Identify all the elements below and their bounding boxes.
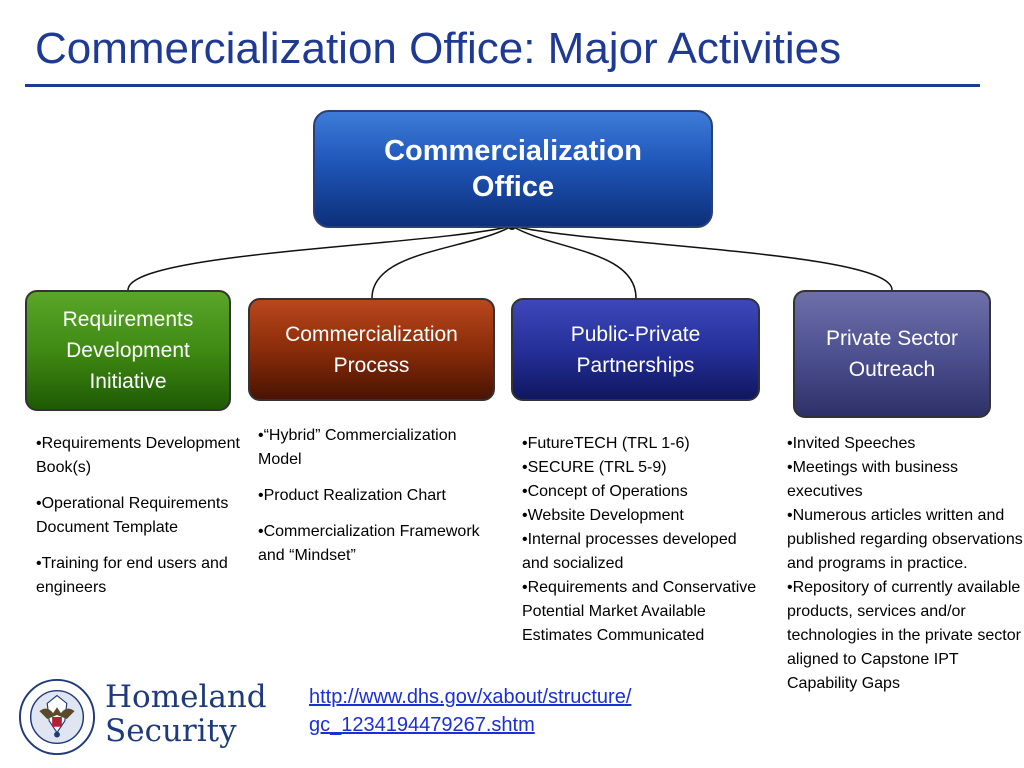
list-item: •Requirements Development Book(s) [36, 435, 240, 476]
homeland-security-wordmark: Homeland Security [105, 679, 267, 749]
connector-to-partnerships [512, 226, 636, 298]
list-item: •Numerous articles written and published regarding observations and programs in practice. [787, 507, 1023, 572]
commercialization-office-label: Commercialization Office [384, 135, 642, 203]
commercialization-process-box [248, 298, 495, 401]
requirements-development-label: Requirements Development Initiative [62, 308, 194, 393]
list-item: •Operational Requirements Document Template [36, 495, 229, 536]
list-item: •Commercialization Framework and “Mindset” [258, 523, 480, 564]
public-private-partnerships-label: Public-Private Partnerships [570, 322, 701, 377]
requirements-development-box [25, 290, 231, 411]
list-item: •Requirements and Conservative Potential Market Available Estimates Communicated [522, 579, 757, 644]
partnerships-activity-list [522, 432, 767, 648]
list-item: •SECURE (TRL 5-9) [522, 459, 667, 476]
list-item: •FutureTECH (TRL 1-6) [522, 435, 690, 452]
list-item: •Invited Speeches [787, 435, 916, 452]
commercialization-process-label: Commercialization Process [285, 322, 458, 377]
list-item: •Repository of currently available products, services and/or technologies in the private sector aligned to Capstone IPT Capability Gaps [787, 579, 1021, 692]
connector-to-requirements [128, 226, 512, 290]
list-item: •“Hybrid” Commercialization Model [258, 427, 457, 468]
list-item: •Training for end users and engineers [36, 555, 228, 596]
connector-to-outreach [512, 226, 892, 290]
slide-title: Commercialization Office: Major Activities [35, 24, 842, 73]
commercialization-office-box [313, 110, 713, 228]
public-private-partnerships-box [511, 298, 760, 401]
process-activity-list [258, 424, 503, 580]
list-item: •Website Development [522, 507, 684, 524]
dhs-seal-icon [18, 678, 96, 756]
list-item: •Concept of Operations [522, 483, 688, 500]
outreach-activity-list [787, 432, 1023, 696]
list-item: •Meetings with business executives [787, 459, 959, 500]
dhs-structure-link[interactable]: http://www.dhs.gov/xabout/structure/ gc_1234194479267.shtm [309, 686, 632, 736]
list-item: •Product Realization Chart [258, 487, 446, 504]
private-sector-outreach-label: Private Sector Outreach [826, 327, 958, 381]
list-item: •Internal processes developed and socialized [522, 531, 737, 572]
requirements-activity-list [36, 432, 244, 612]
private-sector-outreach-box [793, 290, 991, 418]
